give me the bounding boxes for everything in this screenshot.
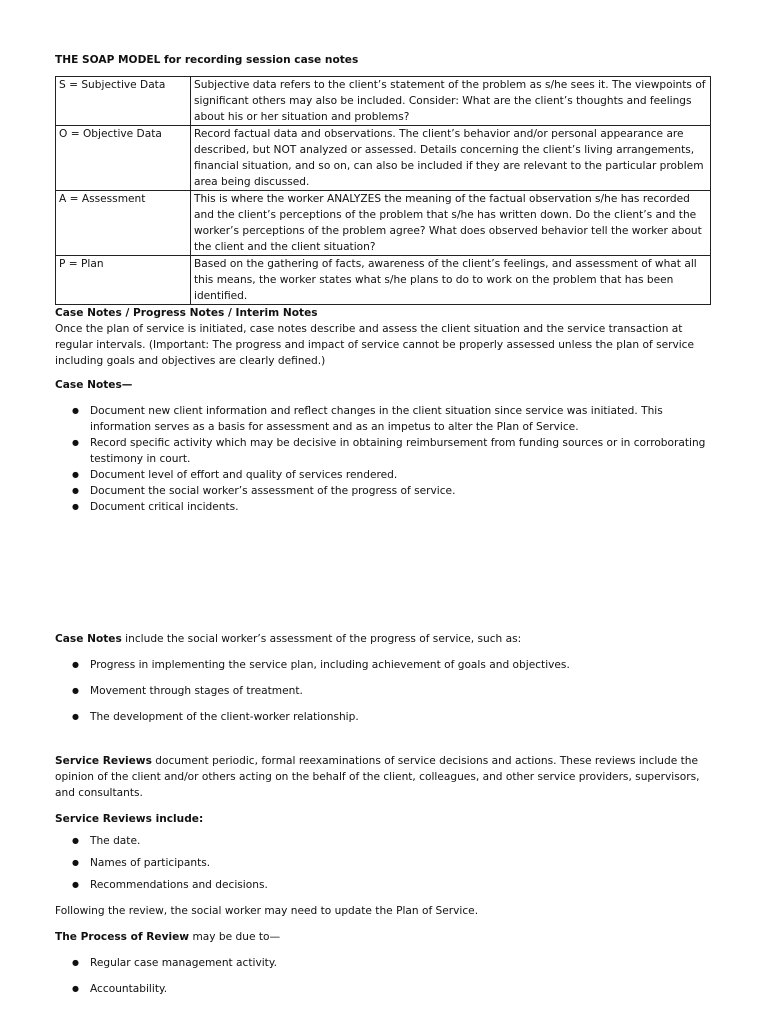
- list-item: ● Recommendations and decisions.: [55, 877, 715, 893]
- soap-row-subjective: [56, 77, 711, 126]
- list-item: ● Document level of effort and quality of services rendered.: [55, 467, 715, 483]
- case-notes-include-paragraph: [55, 631, 715, 647]
- process-of-review-text: may be due to—: [189, 931, 281, 943]
- service-reviews-include-heading: Service Reviews include:: [55, 813, 204, 825]
- list-item: ● The date.: [55, 833, 715, 849]
- case-notes-dash-heading: Case Notes—: [55, 379, 133, 391]
- soap-row-plan: [56, 256, 711, 305]
- soap-key: P = Plan: [56, 256, 191, 305]
- list-item: ● Record specific activity which may be decisive in obtaining reimbursement from funding sources or in corroborating testimony in court.: [55, 435, 715, 467]
- soap-key: O = Objective Data: [56, 126, 191, 191]
- list-item: ● Movement through stages of treatment.: [55, 683, 715, 699]
- list-item: ● Document critical incidents.: [55, 499, 715, 515]
- soap-row-objective: [56, 126, 711, 191]
- case-notes-include-bold: Case Notes: [55, 633, 122, 645]
- case-notes-heading: Case Notes / Progress Notes / Interim Notes: [55, 307, 318, 319]
- soap-description: This is where the worker ANALYZES the meaning of the factual observation s/he has recorded and the client’s perceptions of the problem that s/he has written down. Do the client’s and the worker’s perceptions of the problem agree? What does observed behavior tell the worker about the client and the client situation?: [191, 191, 711, 256]
- case-notes-list: [55, 403, 715, 515]
- include-list: [55, 657, 715, 725]
- following-review-text: Following the review, the social worker may need to update the Plan of Service.: [55, 905, 479, 917]
- soap-description: Subjective data refers to the client’s statement of the problem as s/he sees it. The viewpoints of significant others may also be included. Consider: What are the client’s thoughts and feelings about his or her situation and problems?: [191, 77, 711, 126]
- soap-key: S = Subjective Data: [56, 77, 191, 126]
- soap-table: [55, 76, 711, 305]
- process-of-review-paragraph: [55, 929, 715, 945]
- case-notes-include-text: include the social worker’s assessment of the progress of service, such as:: [121, 633, 522, 645]
- list-item: ● Document the social worker’s assessment of the progress of service.: [55, 483, 715, 499]
- list-item: ● Progress in implementing the service plan, including achievement of goals and objectives.: [55, 657, 715, 673]
- service-reviews-text: document periodic, formal reexaminations of service decisions and actions. These reviews include the opinion of the client and/or others acting on the behalf of the client, colleagues, and other service providers, supervisors, and consultants.: [55, 755, 700, 799]
- reviews-list: [55, 833, 715, 893]
- soap-key: A = Assessment: [56, 191, 191, 256]
- process-list: [55, 955, 715, 997]
- list-item: ● Names of participants.: [55, 855, 715, 871]
- list-item: ● The development of the client-worker relationship.: [55, 709, 715, 725]
- soap-description: Record factual data and observations. The client’s behavior and/or personal appearance are described, but NOT analyzed or assessed. Details concerning the client’s living arrangements, financial situation, and so on, can also be included if they are relevant to the particular problem area being discussed.: [191, 126, 711, 191]
- process-of-review-bold: The Process of Review: [55, 931, 190, 943]
- soap-description: Based on the gathering of facts, awareness of the client’s feelings, and assessment of what all this means, the worker states what s/he plans to do to work on the problem that has been identified.: [191, 256, 711, 305]
- list-item: ● Accountability.: [55, 981, 715, 997]
- document-title: THE SOAP MODEL for recording session case notes: [55, 54, 359, 66]
- list-item: ● Document new client information and reflect changes in the client situation since service was initiated. This information serves as a basis for assessment and as an impetus to alter the Plan of Service.: [55, 403, 715, 435]
- service-reviews-bold: Service Reviews: [55, 755, 152, 767]
- case-notes-intro: Once the plan of service is initiated, case notes describe and assess the client situation and the service transaction at regular intervals. (Important: The progress and impact of service cannot be properly assessed unless the plan of service including goals and objectives are clearly defined.): [55, 323, 695, 367]
- soap-row-assessment: [56, 191, 711, 256]
- document-page: [55, 52, 715, 997]
- list-item: ● Regular case management activity.: [55, 955, 715, 971]
- service-reviews-paragraph: [55, 753, 715, 801]
